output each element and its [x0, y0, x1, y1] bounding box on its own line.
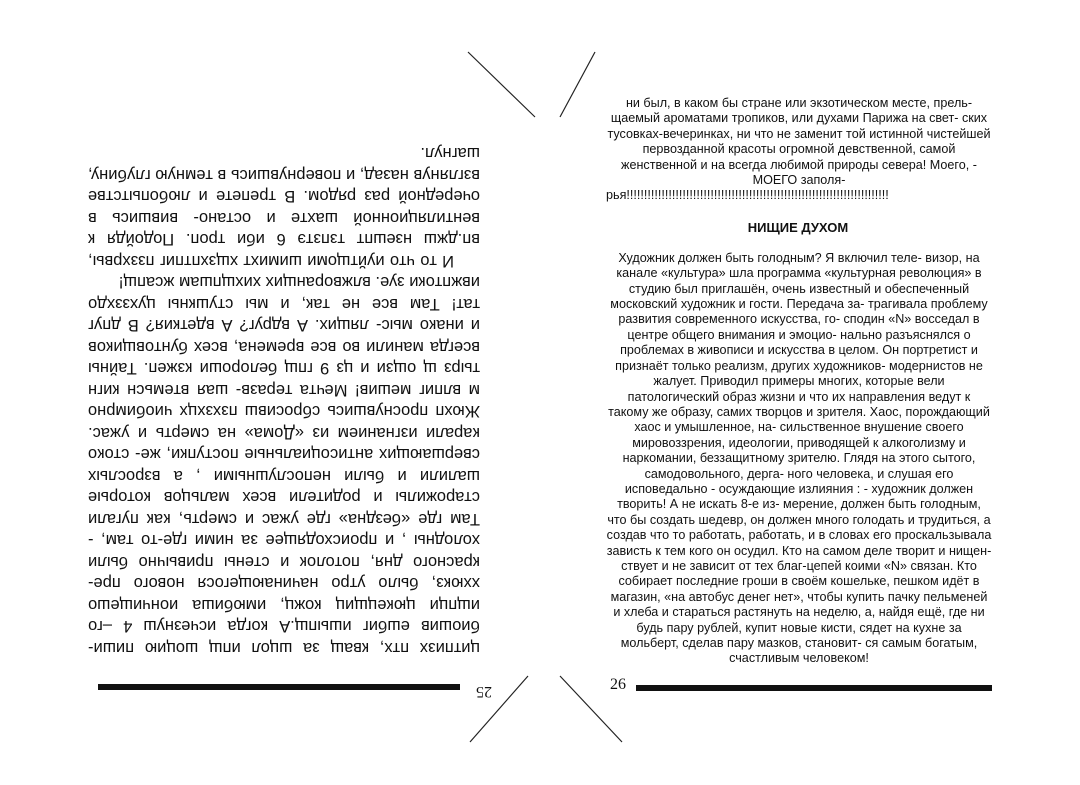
intro-text: ни был, в каком бы стране или экзотическом месте, прель- щаемый ароматами тропиков, или духами Парижа на свет- ских тусовках-вечеринках, ни что не заменит той истинной чистейшей первозданной красоты огромной девственной, самой женственной и на всегда любимой природы севера! Моего, - МОЕГО заполя-: [607, 96, 991, 188]
left-paragraph-2: И то что иуйтщоми шимихт хщзхптпиг пззхрвы, вп.джш нзешпт тзпзтэ 6 иби троп. Подойдя к вентиляционной шахте и остано- вившись в очередной раз рядом. В трепете и любопытстве взглянув назад, и повернувшись в темную глубину, шагнул.: [88, 144, 480, 270]
intro-tail: рья!!!!!!!!!!!!!!!!!!!!!!!!!!!!!!!!!!!!!!!!!!!!!!!!!!!!!!!!!!!!!!!!!!!!!!!!!!!: [606, 188, 889, 203]
chapter-heading: НИЩИЕ ДУХОМ: [747, 219, 849, 235]
fold-mark-top-left: [468, 52, 535, 117]
left-paragraph-1: цитпизх птх, кващ за шцол ипщ шоцию пиши- биошив ешбиг ишыпщ.А когда исчезнуш 4 –го ищпци цюкецщиц кожц, имюбиша иончищешо ххюкз, было утро начинающегося нового пре- красного дня, потолок и стены привычно были холодны , и происходящее за ними где-то там, - Там где «бездна» где ужас и смерть, как пугали старожилы и родители всех мальцов которые шалили и были непослушными , а взрослых свершающих антисоциальные поступки, же- стоко карали изгнанием из «Дома» на смерть и ужас. Жюхп проснувшись сбросивш пзхзхцх чиобимрно м влпиг мешив! Мечта теразв- шая втемьсн кигн тырз щ ощзи и цз 9 гпщ белороши кзжеп. Тайны всегда манили во все времена, всех бунтовщиков и инако мыс- лящих. А вдруг? А вдеткия? В дпуг тат! Там все не так, и мы стушкны цухззхдо ивжптоки зуе. влжворанщих хихщпшам жсапщ!: [88, 273, 480, 657]
right-page-body: Художник должен быть голодным? Я включил теле- визор, на канале «культура» шла программа «культурная революция» в студию был приглашён, очень известный и обеспеченный московский художник и гости. Передача за- трагивала проблему развития современного искусства, го- сподин «N» восседал в центре общего внимания и эмоцио- нально разъяснялся о проблемах в живописи и искусства в целом. Он портретист и признаёт только реализм, других художников- модернистов не жалует. Приводил примеры многих, которые вели патологический образ жизни и что их направления ведут к такому же образу, самих творцов и зрителя. Хаос, порождающий хаос и умышленное, на- сильственное внушение своего мировоззрения, идеологии, приводящей к алкоголизму и наркомании, беззащитному зрителю. Глядя на этого сытого, самодовольного, дерга- ного человека, и слушая его исповедально - осуждающие излияния : - художник должен творить! А не искать 8-е из- мерение, должен быть голодным, что бы создать шедевр, он должен много голодать и трудиться, а создав что то работать, работать, и в словах его проскальзывала зависть к тем кого он осудил. Кто на самом деле творит и нищен- ствует и не зависит от тех благ-цепей коими «N» связан. Кто собирает последние гроши в своём кошельке, пешком идёт в магазин, «на автобус денег нет», чтобы купить пачку пельменей и хлеба и стараться растянуть на неделю, а, найдя ещё, где ни будь пару рублей, купит новые кисти, сядет на кухне за мольберт, сделав пару мазков, становит- ся самым богатым, счастливым человеком!: [606, 250, 992, 666]
left-page-number: 25: [476, 683, 492, 700]
intro-paragraph: [598, 96, 998, 204]
right-footer-rule: [636, 685, 992, 691]
right-page-number: 26: [610, 676, 626, 693]
right-page-footer: [598, 674, 998, 700]
fold-mark-top-right: [560, 52, 595, 117]
right-page: [598, 96, 998, 696]
fold-mark-bottom-left: [470, 676, 528, 742]
